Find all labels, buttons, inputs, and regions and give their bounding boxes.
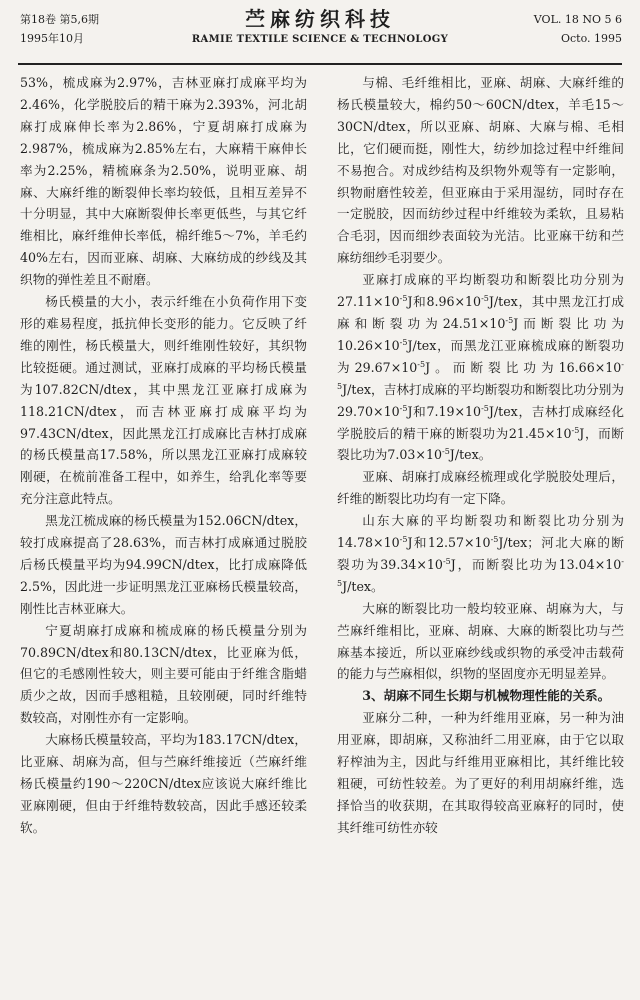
volume-issue: 第18卷 第5,6期 <box>20 13 99 26</box>
paragraph-hemp-specific-work: 大麻的断裂比功一般均较亚麻、胡麻为大，与苎麻纤维相比，亚麻、胡麻、大麻的断裂比功与苎麻基本接近，所以亚麻纱线或织物的承受冲击载荷的能力与苎麻相似，织物的坚固度亦无明显差异。 <box>337 600 624 682</box>
paragraph-treatment: 亚麻、胡麻打成麻经梳理或化学脱胶处理后，纤维的断裂比功均有一定下降。 <box>337 469 624 507</box>
paragraph-flax-types: 亚麻分二种，一种为纤维用亚麻，另一种为油用亚麻，即胡麻，又称油纤二用亚麻，由于它以取籽榨油为主，因此与纤维用亚麻相比，其纤维比较粗硬，可纺性较差。为了更好的利用胡麻纤维，选择恰当的收获期，在其取得较高亚麻籽的同时，使其纤维可纺性亦较 <box>337 710 624 835</box>
paragraph-ningxia: 宁夏胡麻打成麻和梳成麻的杨氏模量分别为70.89CN/dtex和80.13CN/dtex，比亚麻为低，但它的毛感刚性较大，则主要可能由于纤维含脂蜡质少之故，因而手感粗糙，且较刚硬，同时纤维特数较高，对刚性亦有一定影响。 <box>20 622 307 726</box>
paragraph-youngs-modulus: 杨氏模量的大小，表示纤维在小负荷作用下变形的难易程度，抵抗伸长变形的能力。它反映了纤维的刚性，杨氏模量大，则纤维刚性较好，其织物比较挺硬。通过测试，亚麻打成麻的平均杨氏模量为107.82CN/dtex，其中黑龙江亚麻打成麻为118.21CN/dtex，而吉林亚麻打成麻平均为97.43CN/dtex，因此黑龙江打成麻比吉林打成麻的杨氏模量高17.58%，所以黑龙江亚麻打成麻较刚硬，在梳前准备工程中，如养生，给乳化率等要充分注意此特点。 <box>20 294 307 507</box>
paragraph-shandong-hemp: 山东大麻的平均断裂功和断裂比功分别为$14.78\times 10^{-5}J$和$12.57\times 10^{-5}J$/tex；河北大麻的断裂功为$39.34\times 10^{-5}J$，而断裂比功为$13.04\times 10^{-5}J$/tex。 <box>337 513 624 594</box>
paragraph-elongation: 53%，梳成麻为2.97%，吉林亚麻打成麻平均为2.46%，化学脱胶后的精干麻为2.393%，河北胡麻打成麻伸长率为2.86%，宁夏胡麻打成麻为2.987%，梳成麻为2.85%左右，大麻精干麻伸长率为2.25%，精梳麻条为2.50%，说明亚麻、胡麻、大麻纤维的断裂伸长率均较低，且相互差异不十分明显，其中大麻断裂伸长率更低些，与其它纤维相比，麻纤维伸长率低，棉纤维5～7%，羊毛约40%左右，因而亚麻、胡麻、大麻纺成的纱线及其织物的弹性差且不耐磨。 <box>20 75 307 288</box>
section-heading-3: 3、胡麻不同生长期与机械物理性能的关系。 <box>362 688 611 704</box>
left-column <box>20 72 307 996</box>
paragraph-comparison: 与棉、毛纤维相比，亚麻、胡麻、大麻纤维的杨氏模量较大，棉约50～60CN/dtex，羊毛15～30CN/dtex，所以亚麻、胡麻、大麻与棉、毛相比，它们硬而挺，刚性大，纺纱加捻过程中纤维间不易抱合。对成纱结构及织物外观等有一定影响，织物耐磨性较差，但亚麻由于采用湿纺，同时存在一定脱胶，因而纺纱过程中纤维较为柔软，且易粘合毛羽，因而细纱表面较为光洁。比亚麻干纺和苎麻纺细纱毛羽要少。 <box>337 75 624 266</box>
journal-title: 苎麻纺织科技 <box>245 7 395 31</box>
paragraph-heilongjiang: 黑龙江梳成麻的杨氏模量为152.06CN/dtex，较打成麻提高了28.63%，而吉林打成麻通过脱胶后杨氏模量平均为94.99CN/dtex，比打成麻降低2.5%，因此进一步证明黑龙江亚麻杨氏模量较高，刚性比吉林亚麻大。 <box>20 513 307 616</box>
journal-title-en: RAMIE TEXTILE SCIENCE & TECHNOLOGY <box>191 34 449 45</box>
header-right <box>534 10 622 48</box>
paragraph-hemp-modulus: 大麻杨氏模量较高，平均为183.17CN/dtex，比亚麻、胡麻为高，但与苎麻纤维接近（苎麻纤维杨氏模量约190～220CN/dtex应该说大麻纤维比亚麻刚硬，但由于纤维特数较高，因此手感还较柔软。 <box>20 732 307 835</box>
paragraph-breaking-work: 亚麻打成麻的平均断裂功和断裂比功分别为$27.11\times 10^{-5}J$和$8.96\times 10^{-5}J$/tex，其中黑龙江打成麻和断裂功为$24.51\times 10^{-5}J$而断裂比功为$10.26\times 10^{-5}J$/tex，而黑龙江亚麻梳成麻的断裂功为$29.67\times 10^{-5}J$。而断裂比功为$16.66\times 10^{-5}J$/tex，吉林打成麻的平均断裂功和断裂比功分别为$29.70\times 10^{-5}J$和$7.19\times 10^{-5}J$/tex，吉林打成麻经化学脱胶后的精干麻的断裂功为$21.45\times 10^{-5}J$，而断裂比功为$7.03\times 10^{-5}J$/tex。 <box>337 272 624 463</box>
issue-date: 1995年10月 <box>20 32 84 45</box>
issue-date-en: Octo. 1995 <box>560 32 622 45</box>
page-header <box>0 0 640 62</box>
right-column <box>337 72 624 996</box>
volume-issue-en: VOL. 18 NO 5 6 <box>533 13 622 26</box>
header-rule <box>18 63 622 65</box>
